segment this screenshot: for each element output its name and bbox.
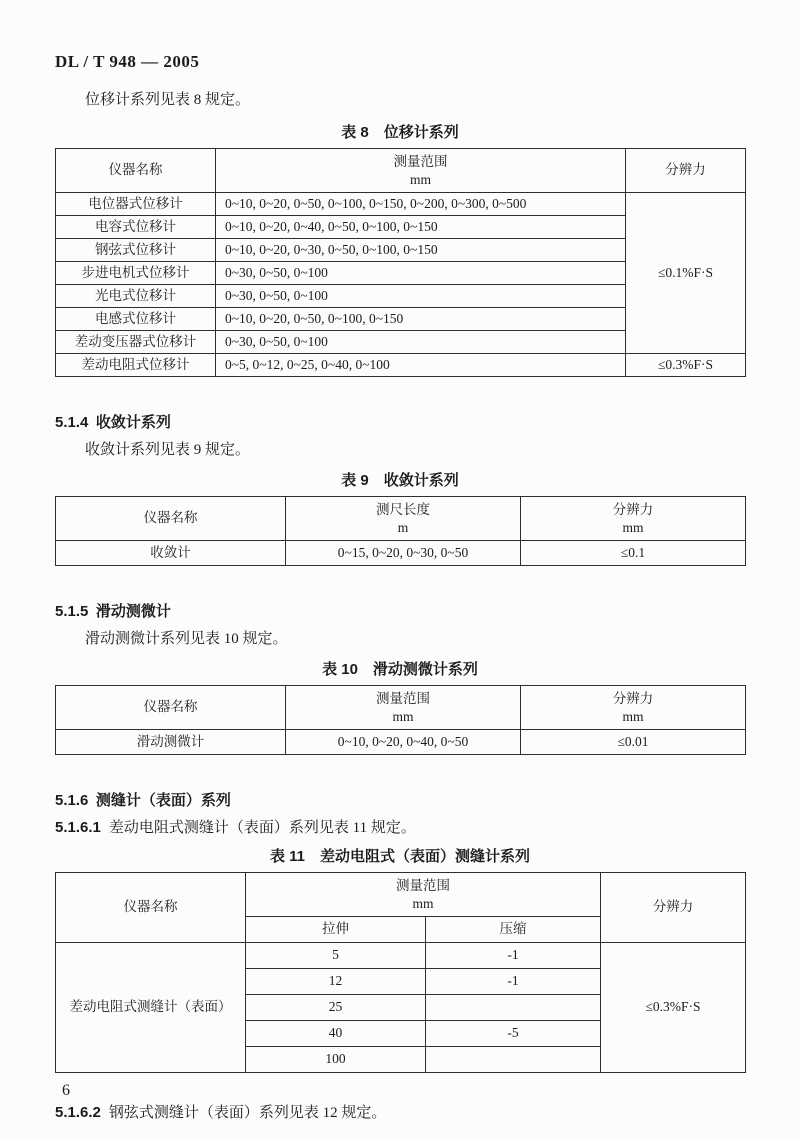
intro-paragraph-table10: 滑动测微计系列见表 10 规定。 xyxy=(85,631,288,647)
header-line-range: 测量范围 xyxy=(396,877,450,893)
table10 xyxy=(55,685,746,755)
table9-header-row xyxy=(56,497,746,541)
range-cell: 0~15, 0~20, 0~30, 0~50 xyxy=(286,541,521,566)
table8-resolution-last-cell: ≤0.3%F·S xyxy=(626,354,746,377)
section-line-5-1-6-2 xyxy=(55,1101,745,1122)
table11-header-tension: 拉伸 xyxy=(246,917,426,943)
intro-paragraph-table8: 位移计系列见表 8 规定。 xyxy=(85,92,251,108)
instrument-name-cell: 钢弦式位移计 xyxy=(56,239,216,262)
table8-header-resolution: 分辨力 xyxy=(626,149,746,193)
table10-header-row xyxy=(56,686,746,730)
section-text: 差动电阻式测缝计（表面）系列见表 11 规定。 xyxy=(108,820,416,836)
table11-header-compression: 压缩 xyxy=(426,917,601,943)
table-row xyxy=(56,193,746,216)
tension-cell: 40 xyxy=(246,1021,426,1047)
section-title: 滑动测微计 xyxy=(95,603,171,620)
header-line-range: 测尺长度 xyxy=(376,501,430,517)
table8-resolution-merged-cell: ≤0.1%F·S xyxy=(626,193,746,354)
range-cell: 0~10, 0~20, 0~40, 0~50, 0~100, 0~150 xyxy=(216,216,626,239)
instrument-name-cell: 电位器式位移计 xyxy=(56,193,216,216)
table8 xyxy=(55,148,746,377)
page-number: 6 xyxy=(62,1082,70,1099)
range-cell: 0~10, 0~20, 0~50, 0~100, 0~150, 0~200, 0~300, 0~500 xyxy=(216,193,626,216)
compression-cell: -5 xyxy=(426,1021,601,1047)
tension-cell: 12 xyxy=(246,969,426,995)
range-cell: 0~10, 0~20, 0~40, 0~50 xyxy=(286,730,521,755)
tension-cell: 100 xyxy=(246,1047,426,1073)
section-number: 5.1.6 xyxy=(55,792,89,809)
instrument-name-cell: 差动电阻式位移计 xyxy=(56,354,216,377)
header-line-unit: mm xyxy=(412,895,434,911)
tension-cell: 5 xyxy=(246,943,426,969)
instrument-name-cell: 差动变压器式位移计 xyxy=(56,331,216,354)
table11-header-range xyxy=(246,873,601,917)
table11-header-resolution: 分辨力 xyxy=(601,873,746,943)
range-cell: 0~30, 0~50, 0~100 xyxy=(216,331,626,354)
doc-code: DL / T 948 — 2005 xyxy=(55,52,200,71)
table-row xyxy=(56,730,746,755)
intro-paragraph-table9: 收敛计系列见表 9 规定。 xyxy=(85,442,251,458)
section-heading-5-1-4 xyxy=(55,411,745,432)
range-cell: 0~5, 0~12, 0~25, 0~40, 0~100 xyxy=(216,354,626,377)
table10-header-resolution xyxy=(521,686,746,730)
compression-cell: -1 xyxy=(426,943,601,969)
table11 xyxy=(55,872,746,1073)
compression-cell xyxy=(426,1047,601,1073)
header-line-unit: mm xyxy=(409,171,431,187)
header-line-range: 测量范围 xyxy=(376,690,430,706)
range-cell: 0~10, 0~20, 0~50, 0~100, 0~150 xyxy=(216,308,626,331)
range-cell: 0~10, 0~20, 0~30, 0~50, 0~100, 0~150 xyxy=(216,239,626,262)
section-heading-5-1-6 xyxy=(55,789,745,810)
header-line-resolution: 分辨力 xyxy=(612,501,654,517)
section-heading-5-1-5 xyxy=(55,600,745,621)
table9 xyxy=(55,496,746,566)
resolution-cell: ≤0.1 xyxy=(521,541,746,566)
table8-header-range xyxy=(216,149,626,193)
table11-resolution-merged-cell: ≤0.3%F·S xyxy=(601,943,746,1073)
table8-header-name: 仪器名称 xyxy=(56,149,216,193)
table10-header-name: 仪器名称 xyxy=(56,686,286,730)
range-cell: 0~30, 0~50, 0~100 xyxy=(216,262,626,285)
compression-cell xyxy=(426,995,601,1021)
section-number: 5.1.4 xyxy=(55,414,89,431)
instrument-name-cell: 电感式位移计 xyxy=(56,308,216,331)
table9-title: 表 9 收敛计系列 xyxy=(341,472,459,489)
section-number: 5.1.6.1 xyxy=(55,819,101,836)
section-number: 5.1.6.2 xyxy=(55,1104,101,1121)
header-line-unit: m xyxy=(397,519,409,535)
compression-cell: -1 xyxy=(426,969,601,995)
instrument-name-cell: 滑动测微计 xyxy=(56,730,286,755)
section-text: 钢弦式测缝计（表面）系列见表 12 规定。 xyxy=(108,1105,387,1121)
header-line-unit: mm xyxy=(622,519,644,535)
section-title: 收敛计系列 xyxy=(95,414,171,431)
header-line-range: 测量范围 xyxy=(393,153,448,169)
instrument-name-cell: 步进电机式位移计 xyxy=(56,262,216,285)
header-line-resolution: 分辨力 xyxy=(612,690,654,706)
instrument-name-cell: 电容式位移计 xyxy=(56,216,216,239)
section-line-5-1-6-1 xyxy=(55,816,745,837)
table-row xyxy=(56,943,746,969)
table9-header-range xyxy=(286,497,521,541)
tension-cell: 25 xyxy=(246,995,426,1021)
range-cell: 0~30, 0~50, 0~100 xyxy=(216,285,626,308)
section-number: 5.1.5 xyxy=(55,603,89,620)
table10-title: 表 10 滑动测微计系列 xyxy=(322,661,478,678)
table11-header-row1 xyxy=(56,873,746,917)
table8-title: 表 8 位移计系列 xyxy=(341,124,459,141)
table-row xyxy=(56,541,746,566)
instrument-name-cell: 收敛计 xyxy=(56,541,286,566)
instrument-name-cell: 光电式位移计 xyxy=(56,285,216,308)
resolution-cell: ≤0.01 xyxy=(521,730,746,755)
table11-title: 表 11 差动电阻式（表面）测缝计系列 xyxy=(269,848,531,865)
table11-header-name: 仪器名称 xyxy=(56,873,246,943)
table10-header-range xyxy=(286,686,521,730)
table9-header-resolution xyxy=(521,497,746,541)
header-line-unit: mm xyxy=(622,708,644,724)
table8-header-row xyxy=(56,149,746,193)
table9-header-name: 仪器名称 xyxy=(56,497,286,541)
table11-instrument-merged-cell: 差动电阻式测缝计（表面） xyxy=(56,943,246,1073)
table-row xyxy=(56,354,746,377)
section-title: 测缝计（表面）系列 xyxy=(95,792,231,809)
header-line-unit: mm xyxy=(392,708,414,724)
